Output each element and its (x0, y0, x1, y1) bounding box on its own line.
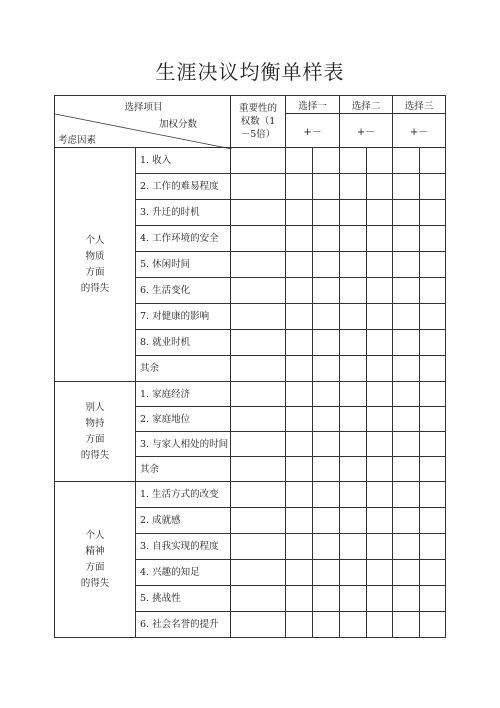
score-cell[interactable] (393, 252, 420, 278)
score-cell[interactable] (420, 382, 446, 407)
score-cell[interactable] (420, 226, 446, 252)
score-cell[interactable] (393, 278, 420, 304)
factor-item: 2. 家庭地位 (136, 407, 231, 432)
score-cell[interactable] (367, 252, 393, 278)
score-cell[interactable] (313, 407, 340, 432)
factor-item: 其余 (136, 356, 231, 382)
weight-cell[interactable] (231, 482, 286, 508)
score-cell[interactable] (420, 432, 446, 457)
factor-item: 1. 家庭经济 (136, 382, 231, 407)
weight-cell[interactable] (231, 278, 286, 304)
score-cell[interactable] (367, 200, 393, 226)
score-cell[interactable] (340, 174, 367, 200)
category-line: 方面 (85, 433, 105, 445)
category-cell (55, 482, 136, 638)
score-cell[interactable] (340, 330, 367, 356)
score-cell[interactable] (340, 586, 367, 612)
category-line: 的得失 (80, 449, 110, 461)
score-cell[interactable] (367, 226, 393, 252)
score-cell[interactable] (340, 382, 367, 407)
option-3-header: 选择三 (393, 96, 446, 114)
score-cell[interactable] (420, 560, 446, 586)
score-cell[interactable] (340, 252, 367, 278)
score-cell[interactable] (420, 482, 446, 508)
score-cell[interactable] (313, 560, 340, 586)
score-cell[interactable] (313, 330, 340, 356)
factor-item: 4. 工作环境的安全 (136, 226, 231, 252)
table-row (55, 382, 446, 407)
score-cell[interactable] (367, 330, 393, 356)
score-cell[interactable] (340, 148, 367, 174)
score-cell[interactable] (420, 457, 446, 482)
weight-cell[interactable] (231, 560, 286, 586)
score-cell[interactable] (420, 174, 446, 200)
score-cell[interactable] (313, 482, 340, 508)
weight-cell[interactable] (231, 330, 286, 356)
item-header-label: 选择项目 (124, 102, 163, 113)
score-cell[interactable] (393, 560, 420, 586)
score-cell[interactable] (420, 407, 446, 432)
weight-cell[interactable] (231, 457, 286, 482)
score-cell[interactable] (393, 304, 420, 330)
factor-item: 2. 成就感 (136, 508, 231, 534)
category-line: 别人 (85, 401, 105, 413)
score-cell[interactable] (340, 534, 367, 560)
factor-item: 其余 (136, 457, 231, 482)
score-cell[interactable] (367, 457, 393, 482)
score-cell[interactable] (286, 432, 313, 457)
score-cell[interactable] (393, 508, 420, 534)
score-cell[interactable] (393, 174, 420, 200)
score-cell[interactable] (393, 407, 420, 432)
factor-item: 6. 社会名誉的提升 (136, 612, 231, 638)
score-cell[interactable] (420, 612, 446, 638)
category-line: 的得失 (80, 577, 110, 589)
score-cell[interactable] (286, 356, 313, 382)
score-cell[interactable] (340, 457, 367, 482)
score-cell[interactable] (313, 200, 340, 226)
score-cell[interactable] (393, 534, 420, 560)
score-cell[interactable] (313, 612, 340, 638)
score-cell[interactable] (393, 356, 420, 382)
score-cell[interactable] (286, 278, 313, 304)
score-cell[interactable] (286, 382, 313, 407)
minus-sign: － (418, 127, 429, 138)
score-cell[interactable] (393, 330, 420, 356)
score-cell[interactable] (286, 508, 313, 534)
importance-weight-header: 重要性的权数（1－5倍） (231, 96, 286, 148)
minus-sign: － (365, 127, 376, 138)
score-cell[interactable] (313, 457, 340, 482)
score-cell[interactable] (367, 508, 393, 534)
score-cell[interactable] (313, 586, 340, 612)
score-cell[interactable] (286, 407, 313, 432)
score-cell[interactable] (340, 200, 367, 226)
score-cell[interactable] (420, 356, 446, 382)
score-cell[interactable] (340, 508, 367, 534)
score-cell[interactable] (393, 382, 420, 407)
weight-cell[interactable] (231, 226, 286, 252)
score-cell[interactable] (286, 148, 313, 174)
factor-item: 3. 升迁的时机 (136, 200, 231, 226)
page-title: 生涯决议均衡单样表 (155, 60, 345, 84)
score-cell[interactable] (393, 226, 420, 252)
weight-cell[interactable] (231, 534, 286, 560)
option-2-header: 选择二 (340, 96, 393, 114)
score-cell[interactable] (420, 534, 446, 560)
weight-cell[interactable] (231, 356, 286, 382)
weight-cell[interactable] (231, 304, 286, 330)
score-cell[interactable] (367, 174, 393, 200)
score-cell[interactable] (367, 534, 393, 560)
score-cell[interactable] (420, 200, 446, 226)
score-cell[interactable] (286, 226, 313, 252)
score-cell[interactable] (367, 482, 393, 508)
category-line: 的得失 (80, 282, 110, 294)
category-line: 物持 (85, 417, 105, 429)
score-cell[interactable] (286, 457, 313, 482)
score-cell[interactable] (286, 482, 313, 508)
category-cell (55, 148, 136, 382)
score-cell[interactable] (313, 304, 340, 330)
score-cell[interactable] (340, 482, 367, 508)
weight-cell[interactable] (231, 200, 286, 226)
score-cell[interactable] (286, 560, 313, 586)
category-line: 方面 (85, 266, 105, 278)
plus-sign: + (409, 127, 419, 138)
factor-item: 1. 收入 (136, 148, 231, 174)
option-3-plus-minus (393, 114, 446, 148)
score-cell[interactable] (420, 508, 446, 534)
weight-cell[interactable] (231, 432, 286, 457)
weight-cell[interactable] (231, 586, 286, 612)
factor-item: 1. 生活方式的改变 (136, 482, 231, 508)
score-cell[interactable] (286, 174, 313, 200)
score-cell[interactable] (393, 612, 420, 638)
score-cell[interactable] (420, 148, 446, 174)
score-cell[interactable] (313, 278, 340, 304)
category-line: 个人 (85, 234, 105, 246)
score-cell[interactable] (340, 356, 367, 382)
factor-header-label: 考虑因素 (58, 135, 97, 146)
score-cell[interactable] (340, 226, 367, 252)
score-cell[interactable] (420, 586, 446, 612)
weight-cell[interactable] (231, 508, 286, 534)
factor-item: 2. 工作的难易程度 (136, 174, 231, 200)
table-row (55, 148, 446, 174)
score-cell[interactable] (313, 508, 340, 534)
score-cell[interactable] (313, 382, 340, 407)
weight-cell[interactable] (231, 612, 286, 638)
category-line: 精神 (85, 545, 105, 557)
category-line: 方面 (85, 561, 105, 573)
factor-item: 3. 与家人相处的时间 (136, 432, 231, 457)
weight-cell[interactable] (231, 148, 286, 174)
score-cell[interactable] (313, 252, 340, 278)
score-cell[interactable] (313, 432, 340, 457)
score-cell[interactable] (367, 586, 393, 612)
score-cell[interactable] (393, 200, 420, 226)
score-cell[interactable] (313, 148, 340, 174)
score-cell[interactable] (367, 432, 393, 457)
score-cell[interactable] (367, 612, 393, 638)
minus-sign: － (311, 127, 322, 138)
score-cell[interactable] (313, 534, 340, 560)
plus-sign: + (303, 127, 312, 138)
factor-item: 5. 休闲时间 (136, 252, 231, 278)
score-cell[interactable] (286, 612, 313, 638)
score-cell[interactable] (340, 432, 367, 457)
plus-sign: + (356, 127, 366, 138)
score-cell[interactable] (286, 200, 313, 226)
score-cell[interactable] (313, 174, 340, 200)
score-cell[interactable] (313, 356, 340, 382)
score-cell[interactable] (340, 278, 367, 304)
score-cell[interactable] (286, 252, 313, 278)
score-cell[interactable] (367, 356, 393, 382)
score-cell[interactable] (340, 560, 367, 586)
score-cell[interactable] (313, 226, 340, 252)
decision-balance-table (54, 95, 446, 638)
score-cell[interactable] (340, 407, 367, 432)
option-1-header: 选择一 (286, 96, 340, 114)
score-cell[interactable] (367, 304, 393, 330)
score-cell[interactable] (367, 407, 393, 432)
score-cell[interactable] (367, 382, 393, 407)
score-cell[interactable] (393, 148, 420, 174)
factor-item: 3. 自我实现的程度 (136, 534, 231, 560)
score-cell[interactable] (393, 432, 420, 457)
option-1-plus-minus (286, 114, 340, 148)
factor-item: 8. 就业时机 (136, 330, 231, 356)
table-row (55, 482, 446, 508)
score-cell[interactable] (367, 560, 393, 586)
score-cell[interactable] (393, 457, 420, 482)
weight-cell[interactable] (231, 174, 286, 200)
option-2-plus-minus (340, 114, 393, 148)
score-cell[interactable] (340, 304, 367, 330)
score-cell[interactable] (286, 586, 313, 612)
weight-cell[interactable] (231, 252, 286, 278)
score-cell[interactable] (420, 252, 446, 278)
weight-cell[interactable] (231, 407, 286, 432)
score-cell[interactable] (393, 586, 420, 612)
factor-item: 6. 生活变化 (136, 278, 231, 304)
weight-cell[interactable] (231, 382, 286, 407)
score-cell[interactable] (420, 330, 446, 356)
score-cell[interactable] (420, 304, 446, 330)
score-cell[interactable] (420, 278, 446, 304)
score-cell[interactable] (286, 330, 313, 356)
score-cell[interactable] (286, 304, 313, 330)
factor-item: 5. 挑战性 (136, 586, 231, 612)
factor-item: 4. 兴趣的知足 (136, 560, 231, 586)
weighted-score-label: 加权分数 (159, 119, 198, 130)
category-cell (55, 382, 136, 482)
score-cell[interactable] (340, 612, 367, 638)
factor-item: 7. 对健康的影响 (136, 304, 231, 330)
score-cell[interactable] (286, 534, 313, 560)
score-cell[interactable] (393, 482, 420, 508)
category-line: 个人 (85, 529, 105, 541)
diagonal-header-cell (55, 96, 231, 148)
category-line: 物质 (85, 250, 105, 262)
score-cell[interactable] (367, 148, 393, 174)
score-cell[interactable] (367, 278, 393, 304)
